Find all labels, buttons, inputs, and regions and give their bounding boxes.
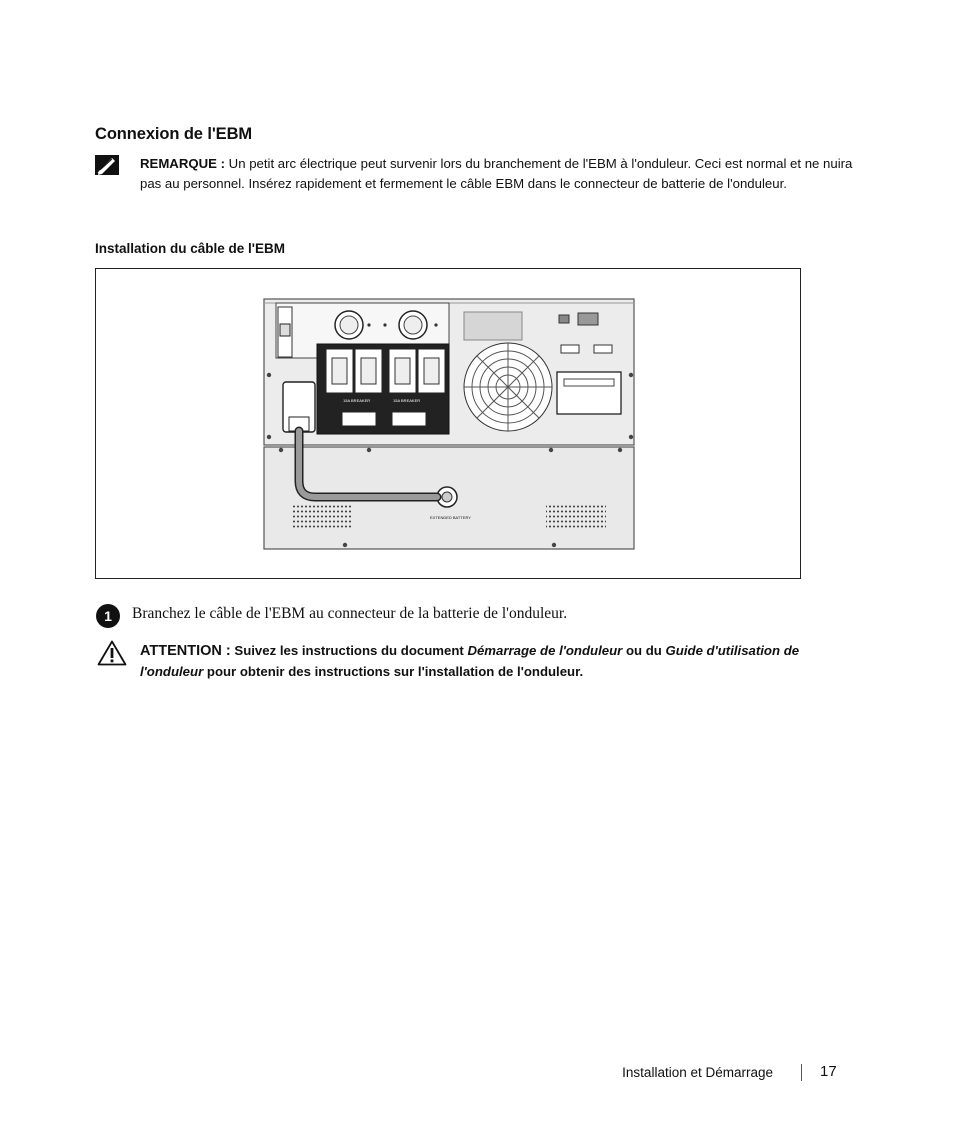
caution-label: ATTENTION :	[140, 643, 231, 659]
caution-part1: Suivez les instructions du document	[234, 643, 464, 658]
ebm-connector-label: EXTENDED BATTERY	[430, 515, 471, 520]
figure-frame	[95, 268, 801, 579]
note-paragraph	[140, 154, 860, 193]
step-instruction: Branchez le câble de l'EBM au connecteur de la batterie de l'onduleur.	[132, 605, 568, 622]
step-number-badge: 1	[96, 604, 120, 628]
caution-doc-user-guide: Guide d'utilisation de l'onduleur	[140, 643, 800, 679]
figure-title: Installation du câble de l'EBM	[95, 241, 285, 256]
note-label: REMARQUE :	[140, 156, 225, 171]
ups-rear-panel-illustration	[96, 269, 800, 578]
caution-part3: pour obtenir des instructions sur l'installation de l'onduleur.	[206, 663, 584, 679]
caution-warning-icon	[97, 640, 127, 666]
note-icon	[95, 155, 119, 175]
breaker-label-left: 15A BREAKER	[343, 398, 371, 403]
footer-section-title: Installation et Démarrage	[622, 1065, 773, 1080]
caution-part2: ou du	[625, 643, 662, 658]
breaker-label-right: 15A BREAKER	[393, 398, 421, 403]
note-body: Un petit arc électrique peut survenir lors du branchement de l'EBM à l'onduleur. Ceci est normal et ne nuira pas au personnel. Insérez rapidement et fermement le câble EBM dans le connecteur de batterie de l'onduleur.	[140, 156, 853, 191]
caution-doc-startup: Démarrage de l'onduleur	[467, 643, 623, 658]
footer-page-number: 17	[820, 1063, 837, 1080]
section-title: Connexion de l'EBM	[95, 125, 253, 143]
footer-separator	[801, 1064, 802, 1081]
caution-paragraph	[140, 641, 840, 681]
